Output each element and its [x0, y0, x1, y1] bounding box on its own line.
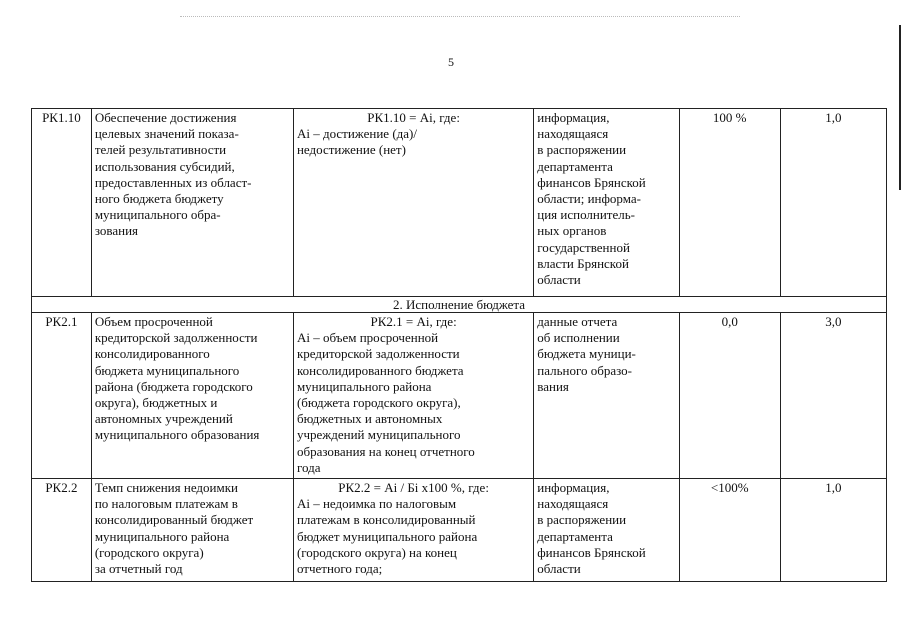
indicator-code: РК1.10: [32, 109, 92, 297]
indicator-target: 100 %: [679, 109, 780, 297]
table-row: [32, 109, 887, 297]
indicators-table: [31, 108, 887, 582]
indicator-source: информация, находящаяся в распоряжении департамента финансов Брянской области; информа- ция исполнитель- ных органов государственной власти Брянской области: [534, 109, 679, 297]
indicator-formula: РК2.2 = Ai / Бi x100 %, где:: [338, 480, 489, 495]
indicator-formula: РК2.1 = Ai, где:: [370, 314, 457, 329]
table-row: [32, 479, 887, 582]
indicator-target: 0,0: [679, 313, 780, 479]
section-title: 2. Исполнение бюджета: [32, 297, 887, 313]
indicator-name: Темп снижения недоимки по налоговым платежам в консолидированный бюджет муниципального района (городского округа) за отчетный год: [91, 479, 293, 582]
indicator-name: Объем просроченной кредиторской задолженности консолидированного бюджета муниципального района (бюджета городского округа), бюджетных и автономных учреждений муниципального образования: [91, 313, 293, 479]
indicator-name: Обеспечение достижения целевых значений показа- телей результативности использования субсидий, предоставленных из област- ного бюджета бюджету муниципального обра- зования: [91, 109, 293, 297]
indicator-target: <100%: [679, 479, 780, 582]
table-row: [32, 313, 887, 479]
scan-artifact-dots: [180, 16, 740, 19]
indicator-code: РК2.1: [32, 313, 92, 479]
indicator-weight: 1,0: [780, 109, 886, 297]
indicator-weight: 1,0: [780, 479, 886, 582]
indicator-formula-description: Ai – недоимка по налоговым платежам в консолидированный бюджет муниципального района (городского округа) на конец отчетного года;: [296, 496, 478, 577]
indicator-formula-description: Ai – достижение (да)/ недостижение (нет): [296, 126, 417, 158]
indicator-code: РК2.2: [32, 479, 92, 582]
indicator-formula: РК1.10 = Ai, где:: [367, 110, 460, 125]
indicator-source: информация, находящаяся в распоряжении департамента финансов Брянской области: [534, 479, 679, 582]
page-number: 5: [448, 55, 454, 69]
scan-edge-line: [899, 25, 901, 190]
indicator-formula-cell: [293, 479, 533, 582]
indicator-source: данные отчета об исполнении бюджета муници- пального образо- вания: [534, 313, 679, 479]
indicator-formula-description: Ai – объем просроченной кредиторской задолженности консолидированного бюджета муниципального района (бюджета городского округа), бюджетных и автономных учреждений муниципального образования на конец отчетного года: [296, 330, 475, 475]
indicator-weight: 3,0: [780, 313, 886, 479]
indicator-formula-cell: [293, 313, 533, 479]
section-row: [32, 297, 887, 313]
indicator-formula-cell: [293, 109, 533, 297]
